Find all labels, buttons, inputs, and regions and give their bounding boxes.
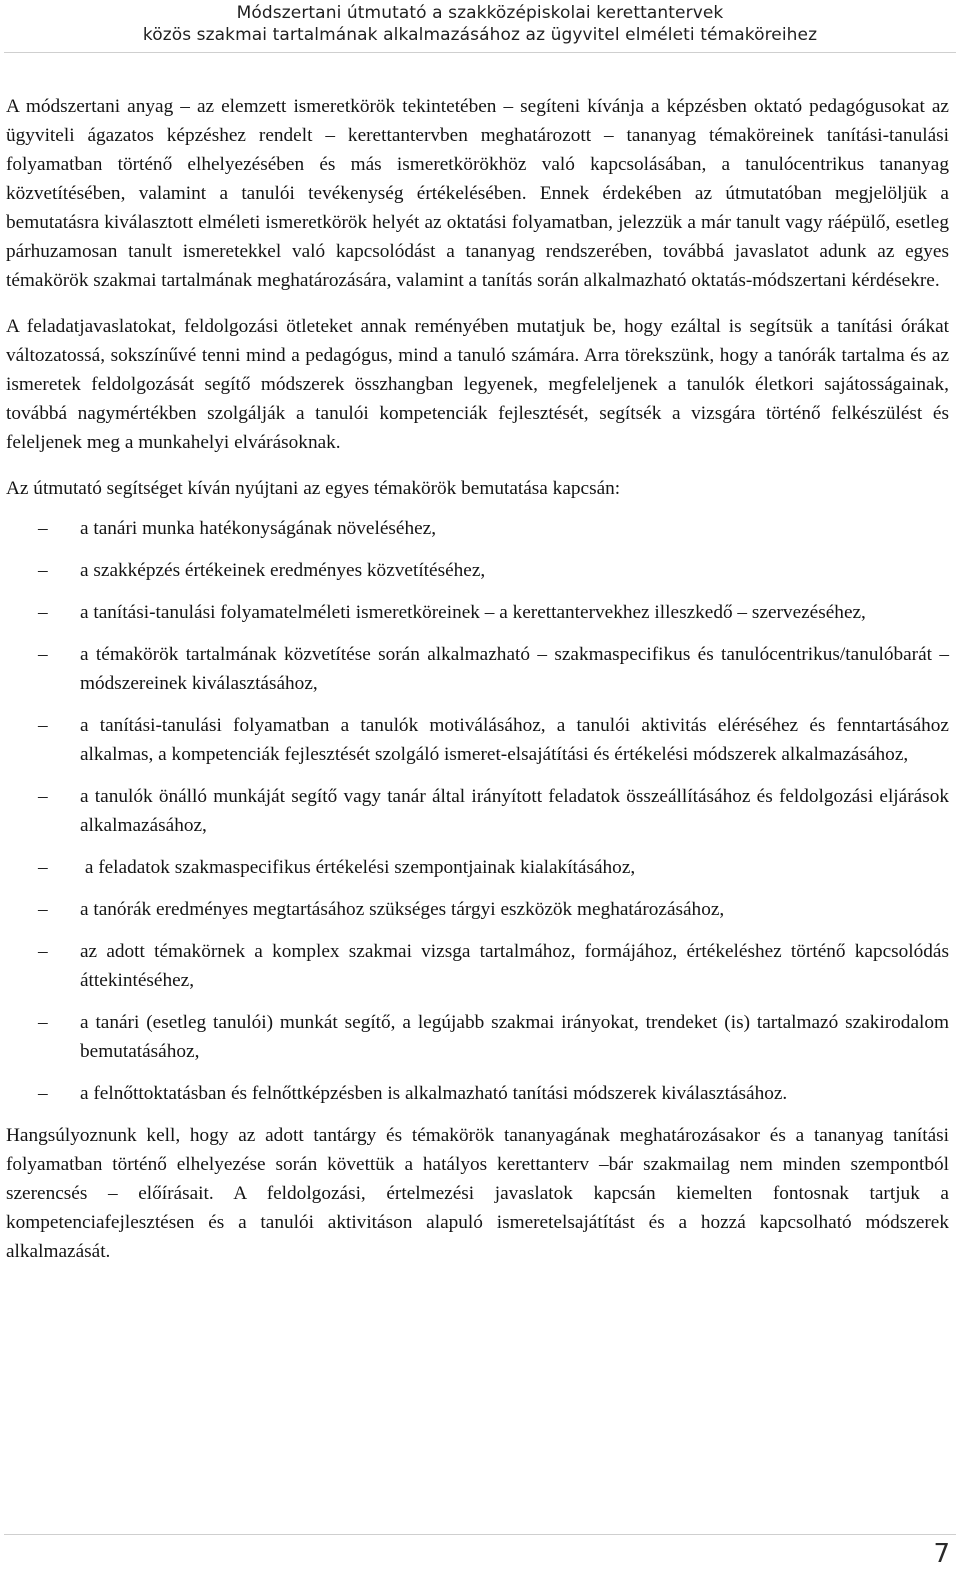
list-item (6, 1079, 949, 1108)
list-item-text: a szakképzés értékeinek eredményes közvetítéséhez, (80, 560, 486, 581)
list-intro: Az útmutató segítséget kíván nyújtani az egyes témakörök bemutatása kapcsán: (6, 478, 621, 499)
list-item (6, 556, 949, 585)
list-item (6, 514, 949, 543)
dash-marker: – (38, 644, 48, 665)
list-item (6, 895, 949, 924)
list-item-text: az adott témakörnek a komplex szakmai vizsga tartalmához, formájához, értékeléshez történő kapcsolódás áttekintéséhez, (80, 941, 949, 991)
dash-marker: – (38, 518, 48, 539)
header-line-1: Módszertani útmutató a szakközépiskolai kerettantervek (236, 3, 724, 23)
body-text (6, 92, 949, 1283)
list-item (6, 782, 949, 840)
list-item-text: a feladatok szakmaspecifikus értékelési szempontjainak kialakításához, (80, 857, 636, 878)
list-item-text: a tanári munka hatékonyságának növeléséhez, (80, 518, 437, 539)
list-item (6, 1008, 949, 1066)
list-item-text: a tanítási-tanulási folyamatelméleti ismeretköreinek – a kerettantervekhez illeszkedő – szervezéséhez, (80, 602, 866, 623)
list-item (6, 598, 949, 627)
list-item-text: a tanári (esetleg tanulói) munkát segítő, a legújabb szakmai irányokat, trendeket (is) tartalmazó szakirodalom bemutatásához, (80, 1012, 949, 1062)
page-number: 7 (933, 1539, 950, 1569)
dash-marker: – (38, 857, 48, 878)
paragraph-closing: Hangsúlyoznunk kell, hogy az adott tantárgy és témakörök tananyagának meghatározásakor és a tananyag tanítási folyamatban történő elhelyezése során követtük a hatályos kerettanterv –bár szakmailag nem minden szempontból szerencsés – előírásait. A feldolgozási, értelmezési javaslatok kapcsán kiemelten fontosnak tartjuk a kompetenciafejlesztésen és a tanulói aktivitáson alapuló ismeretelsajátítást és a hozzá kapcsolható módszerek alkalmazását. (6, 1125, 949, 1262)
dash-marker: – (38, 602, 48, 623)
bullet-list (6, 514, 949, 1108)
list-item-text: a tanórák eredményes megtartásához szükséges tárgyi eszközök meghatározásához, (80, 899, 725, 920)
dash-marker: – (38, 941, 48, 962)
header-line-2: közös szakmai tartalmának alkalmazásához az ügyvitel elméleti témaköreihez (142, 25, 818, 45)
dash-marker: – (38, 715, 48, 736)
list-item-text: a felnőttoktatásban és felnőttképzésben is alkalmazható tanítási módszerek kiválasztásához. (80, 1083, 788, 1104)
footer-divider (4, 1534, 956, 1535)
header-divider (4, 52, 956, 53)
list-item (6, 853, 949, 882)
list-item (6, 937, 949, 995)
dash-marker: – (38, 786, 48, 807)
paragraph-1: A módszertani anyag – az elemzett ismeretkörök tekintetében – segíteni kívánja a képzésben oktató pedagógusokat az ügyviteli ágazatos képzéshez rendelt – kerettantervben meghatározott – tananyag témaköreinek tanítási-tanulási folyamatban történő elhelyezésében és más ismeretkörökhöz való kapcsolásában, a tanulócentrikus tananyag közvetítésében, valamint a tanulói tevékenység értékelésében. Ennek érdekében az útmutatóban megjelöljük a bemutatásra kiválasztott elméleti ismeretkörök helyét az oktatási folyamatban, jelezzük a már tanult vagy ráépülő, esetleg párhuzamosan tanult ismeretekkel való kapcsolódást a tananyag rendszerében, továbbá javaslatot adunk az egyes témakörök szakmai tartalmának meghatározására, valamint a tanítás során alkalmazható oktatás-módszertani kérdésekre. (6, 96, 949, 291)
list-item-text: a tanulók önálló munkáját segítő vagy tanár által irányított feladatok összeállításához és feldolgozási eljárások alkalmazásához, (80, 786, 949, 836)
dash-marker: – (38, 899, 48, 920)
list-item (6, 711, 949, 769)
list-item (6, 640, 949, 698)
dash-marker: – (38, 560, 48, 581)
list-item-text: a témakörök tartalmának közvetítése során alkalmazható – szakmaspecifikus és tanulócentrikus/tanulóbarát – módszereinek kiválasztásához, (80, 644, 949, 694)
paragraph-2: A feladatjavaslatokat, feldolgozási ötleteket annak reményében mutatjuk be, hogy ezáltal is segítsük a tanítási órákat változatossá, sokszínűvé tenni mind a pedagógus, mind a tanuló számára. Arra törekszünk, hogy a tanórák tartalma és az ismeretek feldolgozását segítő módszerek összhangban legyenek, megfeleljenek a tanulók életkori sajátosságainak, továbbá nagymértékben szolgálják a tanulói kompetenciák fejlesztését, segítsék a vizsgára történő felkészülést és feleljenek meg a munkahelyi elvárásoknak. (6, 316, 949, 453)
dash-marker: – (38, 1083, 48, 1104)
dash-marker: – (38, 1012, 48, 1033)
list-item-text: a tanítási-tanulási folyamatban a tanulók motiválásához, a tanulói aktivitás eléréséhez és fenntartásához alkalmas, a kompetenciák fejlesztését szolgáló ismeret-elsajátítási és értékelési módszerek alkalmazásához, (80, 715, 949, 765)
running-header (0, 2, 960, 46)
